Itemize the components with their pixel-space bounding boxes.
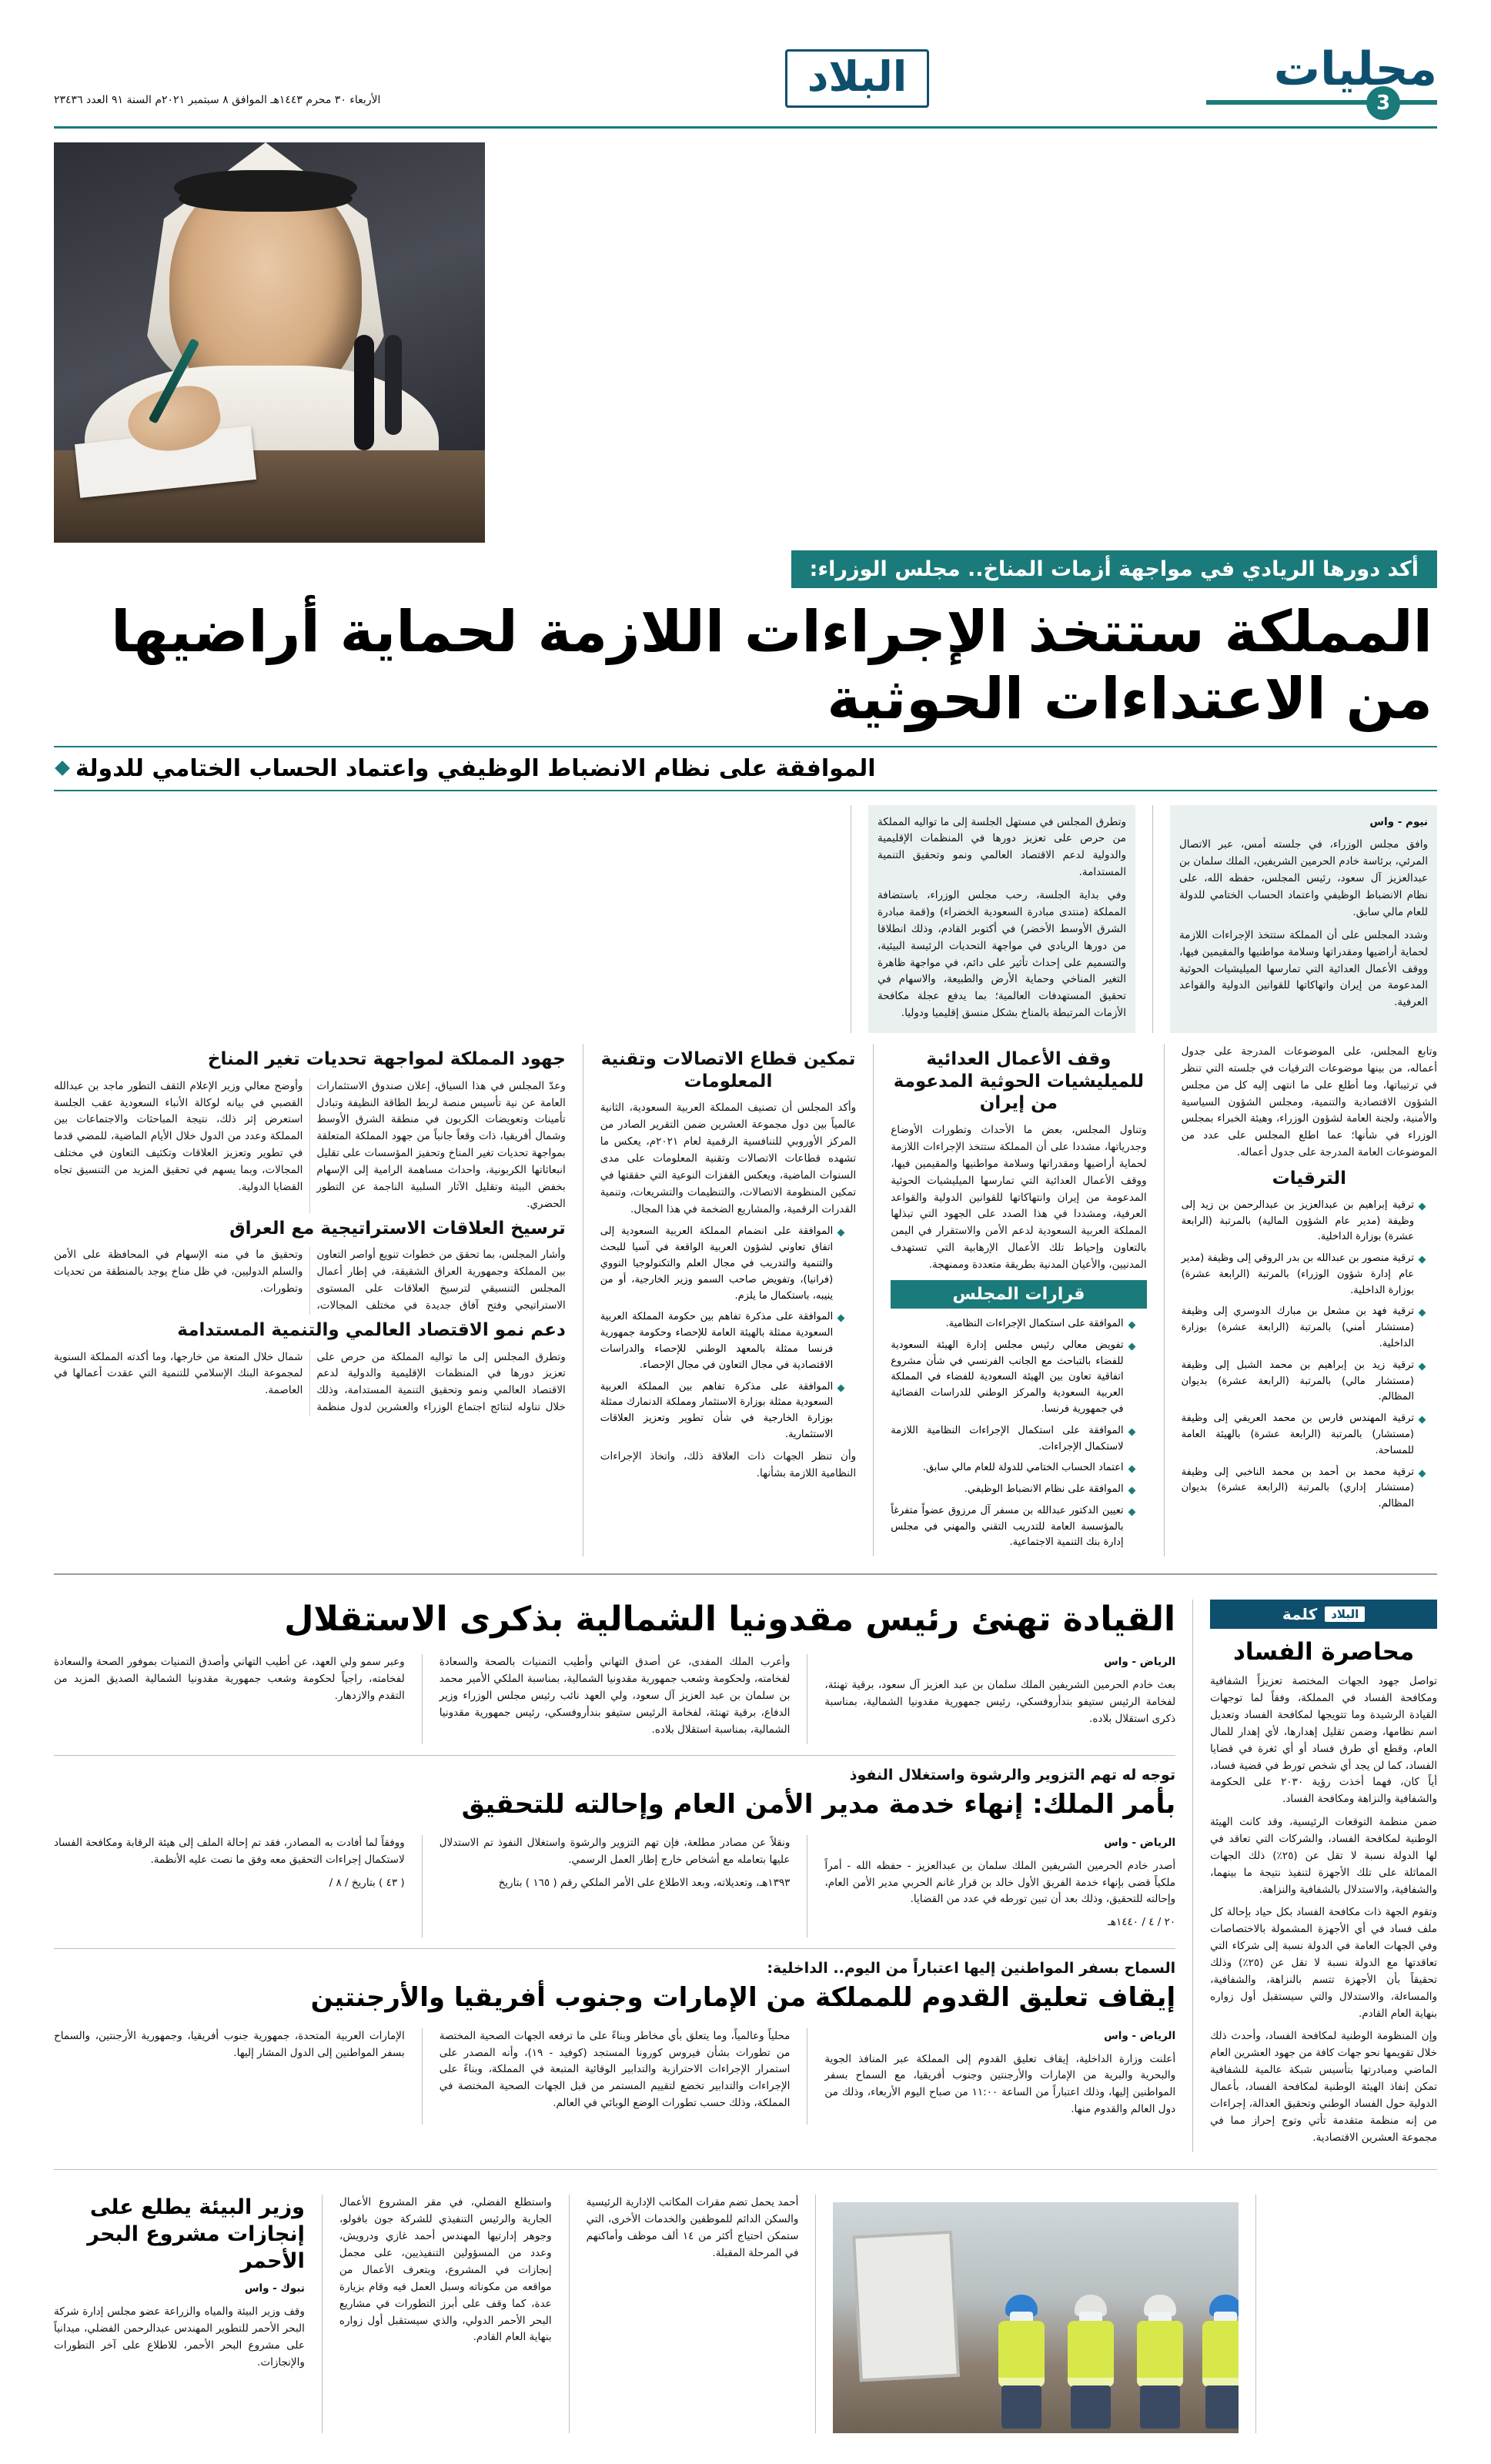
photo-vest [1137, 2321, 1183, 2387]
infotech-para: وأكد المجلس أن تصنيف المملكة العربية السعودية، الثانية عالمياً بين دول مجموعة العشرين ضمن التقرير الصادر من المركز الأوروبي للتنافسية الرقمية لعام ٢٠٢١م، يعكس ما تشهده قطاعات الاتصالات وتقنية المعلومات على مدى السنوات الماضية، ويعكس القفزات النوعية التي حققتها في تمكين المنظومة الاتصالات، والتنظيمات والتشريعات، وتنمية القدرات الرقمية، والمشاريع الضخمة في هذا المجال. [600, 1102, 857, 1215]
divider [1192, 1600, 1193, 2152]
environment-columns [54, 2195, 1437, 2433]
opinion-para-1: تواصل جهود الجهات المختصة تعزيزاً الشفافية ومكافحة الفساد في المملكة، وفقاً لما توجهات القيادة الرشيدة وما تتويجها لمكافحة الفساد وتعديل اسم نظامها، وضمن تقليل إهدارها، لأي إهدار للمال العام، وقطع أي طرق فساد أو أي ثغرة في قضايا الفساد، كما لن يجد أي شخص تورط في قضية فساد، أياً كان، فهما أخذت رؤية ٢٠٣٠ على الحكومة والشفافية والنزاهة ومكافحة الفساد. [1210, 1675, 1437, 1806]
security-ref-2: ١٣٩٣هـ، وتعديلاته، وبعد الاطلاع على الأمر الملكي رقم ( ١٦٥ ) بتاريخ [498, 1876, 791, 1889]
security-body-columns [54, 1835, 1175, 1937]
promotions-title: الترقيات [1272, 1168, 1346, 1189]
opinion-para-3: وتقوم الجهة ذات مكافحة الفساد بكل حياد بإحالة كل ملف فساد في أي الأجهزة المشمولة بالاختصاصات وفي الجهات العامة في الدولة نسبة إلى شركاء التي تعاقدتها مع الدولة نسبة لا تقل عن (٢٥٪) وذلك تحقيقاً بأن الأجهزة تتسم بالنزاهة، والشفافية، والمساءلة، والاستدلال والتي سيستقبل أول زواره بنهاية العام القادم. [1210, 1906, 1437, 2020]
list-item: الموافقة على نظام الانضباط الوظيفي. [891, 1482, 1134, 1498]
lead-col-5 [54, 805, 303, 1033]
page-number-badge: 3 [1366, 86, 1400, 120]
lead-para-dateline [1179, 814, 1428, 831]
photo-microphone [354, 335, 374, 450]
environment-section [54, 2169, 1437, 2433]
lead-para-3: وتطرق المجلس في مستهل الجلسة إلى ما تواليه المملكة من حرص على تعزيز دورها في المنظمات الإقليمية والدولية لدعم الاقتصاد العالمي ونمو وتحقيق التنمية المستدامة. [878, 815, 1126, 879]
list-item: ترقية المهندس فارس بن محمد العريفي إلى وظيفة (مستشار) بالمرتبة (الرابعة عشرة) بالهيئة العامة للمساحة. [1182, 1411, 1425, 1459]
environment-text-col-3 [54, 2195, 305, 2433]
iraq-title: ترسيخ العلاقات الاستراتيجية مع العراق [229, 1218, 566, 1239]
environment-spacer [1273, 2195, 1437, 2433]
photo-legs [1001, 2385, 1041, 2429]
col-climate [54, 1044, 566, 1556]
security-col-3 [54, 1835, 405, 1937]
travel-col-2 [440, 2028, 791, 2125]
lead-col-3 [585, 805, 834, 1033]
photo-worker-1 [995, 2295, 1048, 2426]
security-ref-3: ( ٤٣ ) بتاريخ / ٨ / [329, 1876, 405, 1889]
photo-vest [1202, 2321, 1238, 2387]
lead-para-4: وفي بداية الجلسة، رحب مجلس الوزراء، باستضافة المملكة (منتدى مبادرة السعودية الخضراء) و(قمة مبادرة الشرق الأوسط الأخضر) في أكتوبر القادم، وذلك انطلاقا من دورها الريادي في مواجهة التحديات الرئيسة البيئية، والتسميم على إحداث تأثير على دائم، في مواجهة ظاهرة التغير المناخي وحماية الأرض والطبيعة، والاسهام في تحقيق المستهدفات العالمية؛ بما يدفع عجلة مكافحة الأزمات المرتبطة بالمناخ بشكل منسق إقليميا ودوليا. [878, 889, 1126, 1020]
environment-photo-col [833, 2195, 1238, 2433]
diamond-icon [55, 761, 70, 776]
travel-col-1 [824, 2028, 1175, 2125]
divider [1152, 805, 1153, 1033]
divider [54, 1948, 1175, 1949]
list-item: الموافقة على مذكرة تفاهم بين المملكة العربية السعودية ممثلة بوزارة الاستثمار ومملكة الدنمارك ممثلة بوزارة الخارجية في شأن تطوير وتعزيز العلاقات الاستثمارية. [600, 1379, 844, 1443]
list-item: الموافقة على انضمام المملكة العربية السعودية إلى اتفاق تعاوني لشؤون العربية الواقعة في آسيا للبحث والتنمية والتدريب في مجال العلم والتكنولوجيا النووي (فرانيا)، وتفويض صاحب السمو وزير الخارجية، أو من ينيبه، باستكمال ما يلزم. [600, 1224, 844, 1304]
hostile-title: وقف الأعمال العدائية للميليشيات الحوثية المدعومة من إيران [893, 1048, 1144, 1114]
lead-headline: المملكة ستتخذ الإجراءات اللازمة لحماية أراضيها من الاعتداءات الحوثية [111, 599, 1432, 733]
list-item: ترقية زيد بن إبراهيم بن محمد الشبل إلى وظيفة (مستشار مالي) بالمرتبة (الرابعة عشرة) بديوان المظالم. [1182, 1358, 1425, 1406]
macedonia-headline: القيادة تهنئ رئيس مقدونيا الشمالية بذكرى الاستقلال [284, 1600, 1176, 1640]
masthead-date [54, 46, 531, 106]
lead-para-2: وشدد المجلس على أن المملكة ستتخذ الإجراءات اللازمة لحماية أراضيها ومقدراتها وسلامة مواطنيها والمقيمين فيها، ووقف الأعمال العدائية التي تمارسها الميليشيات الحوثية المدعومة من إيران واتهاكاتها للقوانين الدولية والقواعد العرفية. [1179, 928, 1428, 1009]
date-line: الأربعاء ٣٠ محرم ١٤٤٣هـ الموافق ٨ سبتمبر ٢٠٢١م السنة ٩١ العدد ٢٣٤٣٦ [54, 94, 381, 106]
lead-subheadline [54, 746, 1437, 791]
macedonia-para-1: بعث خادم الحرمين الشريفين الملك سلمان بن عبد العزيز آل سعود، برقية تهنئة، لفخامة الرئيس ستيفو بندأروفسكي، رئيس جمهورية مقدونيا الشمالية، بمناسبة ذكرى استقلال بلاده. [824, 1678, 1176, 1725]
iraq-body [54, 1247, 566, 1314]
dateline: الرياض - واس [1104, 1836, 1176, 1849]
logo-box [785, 49, 930, 108]
list-item: ترقية فهد بن مشعل بن مبارك الدوسري إلى وظيفة (مستشار أمني) بالمرتبة (الرابعة عشرة) بوزارة الداخلية. [1182, 1304, 1425, 1352]
masthead [54, 42, 1437, 129]
mid-section [54, 1573, 1437, 2152]
dateline: الرياض - واس [1104, 1656, 1176, 1669]
security-dateline [824, 1835, 1175, 1852]
photo-agal [174, 170, 357, 206]
divider [569, 2195, 570, 2433]
iraq-para-1: وأشار المجلس، بما تحقق من خطوات تنويع أواصر التعاون بين المملكة وجمهورية العراق الشقيقة، في إطار أعمال المجلس التنسيقي لترسيخ العلاقات على المستوى الاستراتيجي وفتح آفاق جديدة في مختلف المجالات، وتحقيق ما في منه الإسهام في المحافظة على الأمن والسلم الدوليين، في ظل مناخ يوجد بالمنطقة من تحديات وتطورات. [54, 1249, 566, 1312]
security-para-1: أصدر خادم الحرمين الشريفين الملك سلمان بن عبدالعزيز - حفظه الله - أمراً ملكياً قضى بإنهاء خدمة الفريق الأول خالد بن قرار غانم الحربي مدير الأمن العام، وإحالته للتحقيق، وذلك بعد أن تبين تورطه في عدد من القضايا. [824, 1859, 1176, 1906]
mid-main [54, 1600, 1175, 2152]
logo-text: البلاد [807, 52, 908, 101]
decisions-right-list [891, 1316, 1146, 1551]
divider [422, 1835, 423, 1937]
security-ref-1: ٢٠ / ٤ / ١٤٤٠هـ [1107, 1916, 1176, 1929]
lead-col-4 [319, 805, 568, 1033]
macedonia-col-2 [440, 1654, 791, 1744]
security-overline: توجه له تهم التزوير والرشوة واستغلال النفوذ [849, 1767, 1176, 1784]
mid-columns [54, 1600, 1437, 2152]
environment-para-3: أحمد يحمل تضم مقرات المكاتب الإدارية الرئيسية والسكن الدائم للموظفين والخدمات الأخرى، التي ستمكن احتياج أكثر من ١٤ ألف موظف وأماكنهم في المرحلة المقبلة. [586, 2196, 799, 2260]
environment-photo [833, 2202, 1238, 2433]
divider [873, 1044, 874, 1556]
photo-worker-4 [1198, 2295, 1238, 2426]
travel-body-columns [54, 2028, 1175, 2125]
list-item: الموافقة على استكمال الإجراءات النظامية اللازمة لاستكمال الإجراءات. [891, 1423, 1134, 1456]
photo-legs [1140, 2385, 1180, 2429]
opinion-para-2: ضمن منظمة التوقعات الرئيسية، وقد كانت الهيئة الوطنية لمكافحة الفساد، والشركات التي تعاقد في لها الدولة نسبة لا تقل عن (٢٥٪) ذلك الجهات المماثلة على تلك الأجهزة لتنفيذ نتيجة ما بينهما، والشفافية، والاستدلال بالشفافية والنزاهة. [1210, 1816, 1437, 1896]
photo-microphone-2 [385, 335, 402, 435]
photo-display-board [853, 2231, 961, 2382]
security-col-2 [440, 1835, 791, 1937]
lead-para-1: وافق مجلس الوزراء، في جلسته أمس، عبر الاتصال المرئي، برئاسة خادم الحرمين الشريفين، الملك سلمان بن عبدالعزيز آل سعود، رئيس المجلس، حفظه الله، على نظام الانضباط الوظيفي واعتماد الحساب الختامي للدولة للعام مالي سابق. [1179, 838, 1428, 918]
dateline: تبوك - واس [244, 2282, 305, 2295]
macedonia-para-2: وأعرب الملك المفدى، عن أصدق التهاني وأطيب التمنيات بالصحة والسعادة لفخامته، ولحكومة وشعب جمهورية مقدونيا الشمالية، بمناسبة الملكي الأمير محمد بن سلمان بن عبد العزيز آل سعود، ولي العهد نائب رئيس مجلس الوزراء وزير الدفاع، برقية تهنئة، لفخامة الرئيس ستيفو بندأروفسكي، رئيس جمهورية مقدونيا الشمالية، بمناسبة استقلال بلاده. [439, 1656, 791, 1736]
hostile-para: وتناول المجلس، بعض ما الأحداث وتطورات الأوضاع وجدرياتها، مشددا على أن المملكة ستتخذ الإجراءات اللازمة لحماية أراضيها ومقدراتها وسلامة مواطنيها والمقيمين فيها، ووقف الأعمال العدائية التي تمارسها الميليشيات الحوثية المدعومة من إيران وانتهاكاتها للقوانين الدولية والقواعد العرفية، ومشددا في هذا الصدد على الجهود التي تبذلها المملكة العربية السعودية لدعم الأمن والاستقرار في اليمن بالتعاون وإحياط تلك الأعمال الإرهابية التي تستهدف المدنيين، والأعيان المدنية بطريقة متعددة وممنهجة. [891, 1124, 1147, 1272]
divider [422, 1654, 423, 1744]
environment-headline: وزير البيئة يطلع على إنجازات مشروع البحر الأحمر [87, 2195, 305, 2273]
section-title: محليات [1273, 42, 1437, 96]
travel-dateline [824, 2028, 1175, 2045]
macedonia-para-3: وعبر سمو ولي العهد، عن أطيب التهاني وأصدق التمنيات بموفور الصحة والسعادة لفخامته، راجياً لحكومة وشعب جمهورية مقدونيا الشمالية الصديق المزيد من التقدم والازدهار. [54, 1656, 405, 1702]
travel-para-1: أعلنت وزارة الداخلية، إيقاف تعليق القدوم إلى المملكة عبر المنافذ الجوية والبحرية والبرية من الإمارات والأرجنتين وجنوب أفريقيا، مع السماح بسفر المواطنين إليها، وذلك اعتباراً من الساعة ١١:٠٠ من صباح اليوم الأربعاء، وذلك من دول العالم والقدوم منها. [824, 2052, 1176, 2116]
economy-para-1: وتطرق المجلس إلى ما تواليه المملكة من حرص على تعزيز دورها في المنظمات الإقليمية والدولية لدعم الاقتصاد العالمي ونمو وتحقيق التنمية المستدامة، وذلك خلال تناوله لنتائج اجتماع الوزراء والعشرين لدول منظمة شمال خلال المتعة من خارجها، وما أكدته المملكة السنوية لمجموعة البنك الإسلامي للتنمية التي عقدت أعمالها في العاصمة. [54, 1350, 566, 1414]
masthead-logo [531, 46, 1183, 108]
list-item: ترقية منصور بن عبدالله بن بدر الروقي إلى وظيفة (مدير عام إدارة شؤون الوزراء) بالمرتبة (الرابعة عشرة) بوزارة الداخلية. [1182, 1251, 1425, 1299]
security-headline: بأمر الملك: إنهاء خدمة مدير الأمن العام وإحالته للتحقيق [461, 1789, 1176, 1820]
divider [1255, 2195, 1256, 2433]
col-promotions [1182, 1044, 1437, 1556]
photo-legs [1071, 2385, 1111, 2429]
opinion-title: محاصرة الفساد [1232, 1638, 1415, 1667]
divider [815, 2195, 816, 2433]
decisions-left-list [600, 1224, 856, 1443]
travel-para-3: الإمارات العربية المتحدة، جمهورية جنوب أفريقيا، وجمهورية الأرجنتين، والسماح بسفر المواطنين إلى الدول المشار إليها. [54, 2029, 405, 2059]
decisions-title: قرارات المجلس [891, 1280, 1146, 1309]
macedonia-body-columns [54, 1654, 1175, 1744]
list-item: تفويض معالي رئيس مجلس إدارة الهيئة السعودية للفضاء بالتباحث مع الجانب الفرنسي في شأن مشروع اتفاقية تعاون بين الهيئة السعودية للفضاء في المملكة العربية السعودية والمركز الوطني للدراسات الفضائية في جمهورية فرنسا. [891, 1338, 1134, 1418]
dateline: الرياض - واس [1104, 2029, 1176, 2042]
climate-para-2: وأوضح معالي وزير الإعلام الثقف التطور ماجد بن عبدالله القصبي في بيانه لوكالة الأنباء السعودية عقب الجلسة استعرض إثر ذلك، نتيجة المباحثات والاجتماعات بين المملكة وعدد من الدول خلال الأيام الماضية، للمضي قدما في تطوير وتعزيز العلاقات وتكثيف التعاون في مختلف المجالات، وبما يسهم في تحقيق المزيد من التنسيق تجاه القضايا الدولية. [54, 1079, 303, 1193]
security-para-2: ونقلاً عن مصادر مطلعة، فإن تهم التزوير والرشوة واستغلال النفوذ تم الاستدلال عليها بتعامله مع أشخاص خارج إطار العمل الرسمي. [439, 1836, 791, 1866]
security-para-3: ووفقاً لما أفادت به المصادر، فقد تم إحالة الملف إلى هيئة الرقابة ومكافحة الفساد لاستكمال إجراءات التحقيق معه وفق ما نصت عليه الأنظمة. [54, 1836, 405, 1866]
promotions-intro: وتابع المجلس، على الموضوعات المدرجة على جدول أعماله، من بينها موضوعات الترقيات في جلسته التي تنظر في ترتيباتها، وما أطلع على ما انتهى إليه كل من مجلس الشؤون الاقتصادية والتنمية، ومجلس الشؤون السياسية والأمنية، ولجنة العامة لشؤون الوزراء، وهيئة الخبراء بمجلس الوزراء في شأنها؛ عما اطلع المجلس على عدد من الموضوعات العامة المدرجة على جدول أعماله. [1181, 1045, 1437, 1159]
list-item: ترقية محمد بن أحمد بن محمد الناخبي إلى وظيفة (مستشار إداري) بالمرتبة (الرابعة عشرة) بديوان المظالم. [1182, 1465, 1425, 1513]
environment-para-1: وقف وزير البيئة والمياه والزراعة عضو مجلس إدارة شركة البحر الأحمر للتطوير المهندس عبدالرحمن الفضلي، ميدانياً على مشروع البحر الأحمر، للاطلاع على آخر التطورات والإنجازات. [54, 2305, 305, 2369]
photo-vest [998, 2321, 1045, 2387]
divider [322, 2195, 323, 2433]
opinion-header [1210, 1600, 1437, 1629]
opinion-header-label: كلمة [1282, 1605, 1318, 1624]
opinion-para-4: وإن المنظومة الوطنية لمكافحة الفساد، وأحدث ذلك خلال تقويمها نحو جهات كافة من جهود العشرين العام الماضي ومبادرتها بتأسيس شبكة عالمية للشفافية تمكن إنفاذ الهيئة الوطنية لمكافحة الفساد، بأعمال الدولية حول الفساد الوطني وتحقيق العدالة، إجراءات من إنه منظمة متقدمة تأتي وتوج إحراز مما في مجموعة العشرين الاقتصادية. [1210, 2030, 1437, 2144]
macedonia-col-1 [824, 1654, 1175, 1744]
photo-worker-3 [1133, 2295, 1187, 2426]
dateline: نيوم - واس [1369, 815, 1428, 828]
macedonia-col-3 [54, 1654, 405, 1744]
opinion-logo: البلاد [1325, 1606, 1365, 1622]
photo-legs [1205, 2385, 1238, 2429]
lead-col-2 [868, 805, 1135, 1033]
security-col-1 [824, 1835, 1175, 1937]
divider [54, 1755, 1175, 1756]
lead-photo [54, 142, 485, 543]
climate-body [54, 1078, 566, 1213]
opinion-column [1210, 1600, 1437, 2152]
travel-col-3 [54, 2028, 405, 2125]
environment-para-2: واستطلع الفضلي، في مقر المشروع الأعمال الجارية والرئيس التنفيذي للشركة جون بافولو، وجوهر إدارتيها المهندس أحمد غازي ودرويش، وعدد من المسؤولين التنفيذيين، على مجمل إنجازات في المشروع، وبتعرف الأعمال من مواقعه من مكوناته وسبل العمل فيه وقام بزيارة عدة، كما وقف على أبرز التطورات في مشاريع البحر الأحمر الدولي، والذي سيستقبل أول زواره بنهاية العام القادم. [339, 2196, 552, 2344]
economy-body [54, 1349, 566, 1416]
economy-title: دعم نمو الاقتصاد العالمي والتنمية المستدامة [177, 1319, 566, 1340]
travel-para-2: محلياً وعالمياً، وما يتعلق بأي مخاطر وبناءً على ما ترفعه الجهات الصحية المختصة من تطورات بشأن فيروس كورونا المستجد (كوفيد - ١٩)، وأنه المصدر على استمرار الإجراءات الاحترازية والتدابير الوقائية المتبعة في المملكة، وبناءً على الإجراءات والتدابير تخضع لتقييم المستمر من قبل الجهات الصحية المختصة في المملكة، وذلك حسب تطورات الوضع الوبائي في العالم. [439, 2029, 791, 2110]
infotech-title: تمكين قطاع الاتصالات وتقنية المعلومات [600, 1048, 856, 1092]
section-rule [1206, 100, 1437, 105]
list-item: الموافقة على مذكرة تفاهم بين حكومة المملكة العربية السعودية ممثلة بالهيئة العامة للإحصاء وحكومة جمهورية فرنسا ممثلة بالمعهد الوطني للإحصاء والدراسات الاقتصادية في مجال التعاون في مجال الإحصاء. [600, 1309, 844, 1373]
col-infotech [600, 1044, 856, 1556]
decisions-extra: وأن تنظر الجهات ذات العلاقة ذلك، واتخاذ الإجراءات النظامية اللازمة بشأنها. [600, 1449, 857, 1479]
list-item: ترقية إبراهيم بن عبدالعزيز بن عبدالرحمن بن زيد إلى وظيفة (مدير عام الشؤون المالية) بالمرتبة (الرابعة عشرة) بوزارة الداخلية. [1182, 1198, 1425, 1245]
photo-worker-2 [1064, 2295, 1118, 2426]
divider [422, 2028, 423, 2125]
list-item: اعتماد الحساب الختامي للدولة للعام مالي سابق. [891, 1460, 1134, 1476]
divider [1164, 1044, 1165, 1556]
travel-overline: السماح بسفر المواطنين إليها اعتباراً من اليوم.. الداخلية: [767, 1960, 1176, 1978]
photo-vest [1068, 2321, 1114, 2387]
environment-text-col-2 [339, 2195, 552, 2433]
climate-para-1: وعدّ المجلس في هذا السياق، إعلان صندوق الاستثمارات العامة عن نية تأسيس منصة لربط الطاقة النظيفة وتبادل تأمينات وتعويضات الكربون في منطقة الشرق الأوسط وشمال أفريقيا، ذات وقعاً جانباً من جهود المملكة المتعلقة بمواجهة تحديات تغير المناخ وتحفيز المؤسسات على تقليل انبعاثاتها الكربونية، واحداث مساهمة الرامية إلى الإسهام بخفض البيئة وتقليل الآثار السلبية الناجمة عن التطور الحضري. [316, 1079, 566, 1210]
promotions-list [1182, 1198, 1437, 1513]
environment-dateline [54, 2281, 305, 2298]
lead-subheadline-text: الموافقة على نظام الانضباط الوظيفي واعتماد الحساب الختامي للدولة [75, 754, 876, 782]
climate-title: جهود المملكة لمواجهة تحديات تغير المناخ [207, 1048, 566, 1069]
lead-col-1 [1170, 805, 1437, 1033]
lead-story [54, 142, 1437, 791]
secondary-columns [54, 1044, 1437, 1556]
macedonia-dateline [824, 1654, 1175, 1671]
lead-body-columns [54, 805, 1437, 1033]
list-item: الموافقة على استكمال الإجراءات النظامية. [891, 1316, 1134, 1332]
masthead-section [1183, 42, 1437, 120]
environment-text-col-1 [587, 2195, 799, 2433]
travel-headline: إيقاف تعليق القدوم للمملكة من الإمارات وجنوب أفريقيا والأرجنتين [310, 1982, 1176, 2014]
list-item: تعيين الدكتور عبدالله بن مسفر آل مرزوق عضواً متفرغاً بالمؤسسة العامة للتدريب التقني والمهني في مجلس إدارة بنك التنمية الاجتماعية. [891, 1503, 1134, 1551]
col-hostile [891, 1044, 1146, 1556]
lead-kicker: أكد دورها الريادي في مواجهة أزمات المناخ.. مجلس الوزراء: [791, 550, 1437, 588]
